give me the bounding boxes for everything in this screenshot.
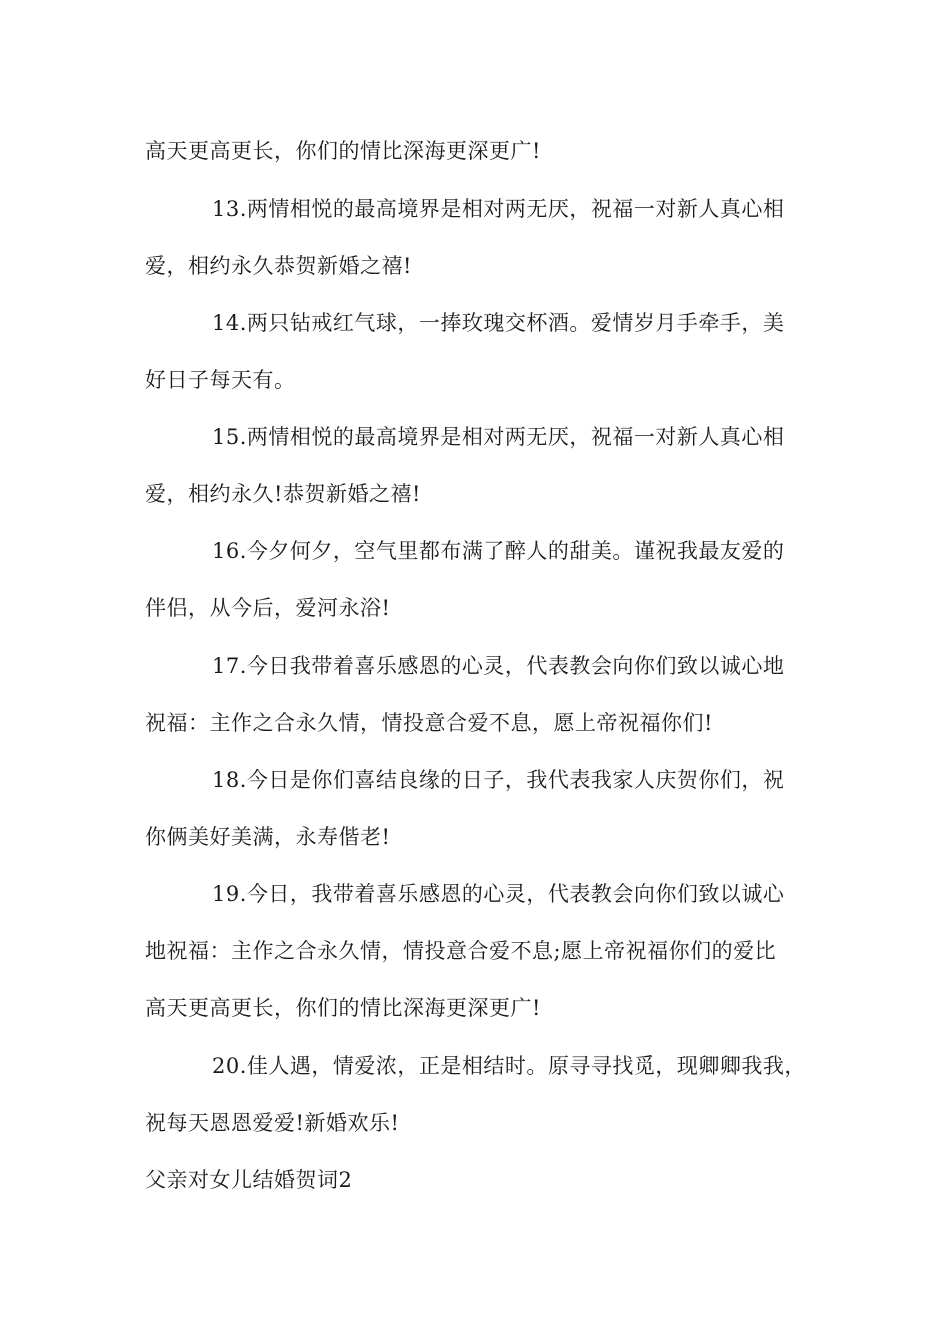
wish-item-17: 17.今日我带着喜乐感恩的心灵，代表教会向你们致以诚心地 (212, 654, 785, 678)
wish-item-18: 18.今日是你们喜结良缘的日子，我代表我家人庆贺你们，祝 (212, 768, 785, 792)
text-line: 地祝福：主作之合永久情，情投意合爱不息;愿上帝祝福你们的爱比 (145, 939, 777, 963)
text-line: 高天更高更长，你们的情比深海更深更广! (145, 139, 541, 163)
text-line: 爱，相约永久!恭贺新婚之禧! (145, 482, 421, 506)
wish-item-19: 19.今日，我带着喜乐感恩的心灵，代表教会向你们致以诚心 (212, 882, 785, 906)
text-line: 好日子每天有。 (145, 368, 296, 392)
text-line: 你俩美好美满，永寿偕老! (145, 825, 391, 849)
wish-item-20: 20.佳人遇，情爱浓，正是相结时。原寻寻找觅，现卿卿我我， (212, 1054, 806, 1078)
wish-item-16: 16.今夕何夕，空气里都布满了醉人的甜美。谨祝我最友爱的 (212, 539, 785, 563)
text-line: 爱，相约永久恭贺新婚之禧! (145, 254, 412, 278)
text-line: 高天更高更长，你们的情比深海更深更广! (145, 996, 541, 1020)
section-heading: 父亲对女儿结婚贺词2 (145, 1168, 353, 1192)
text-line: 祝福：主作之合永久情，情投意合爱不息，愿上帝祝福你们! (145, 711, 713, 735)
wish-item-15: 15.两情相悦的最高境界是相对两无厌，祝福一对新人真心相 (212, 425, 785, 449)
text-line: 伴侣，从今后，爱河永浴! (145, 596, 391, 620)
text-line: 祝每天恩恩爱爱!新婚欢乐! (145, 1111, 400, 1135)
wish-item-13: 13.两情相悦的最高境界是相对两无厌，祝福一对新人真心相 (212, 197, 785, 221)
wish-item-14: 14.两只钻戒红气球，一捧玫瑰交杯酒。爱情岁月手牵手，美 (212, 311, 785, 335)
